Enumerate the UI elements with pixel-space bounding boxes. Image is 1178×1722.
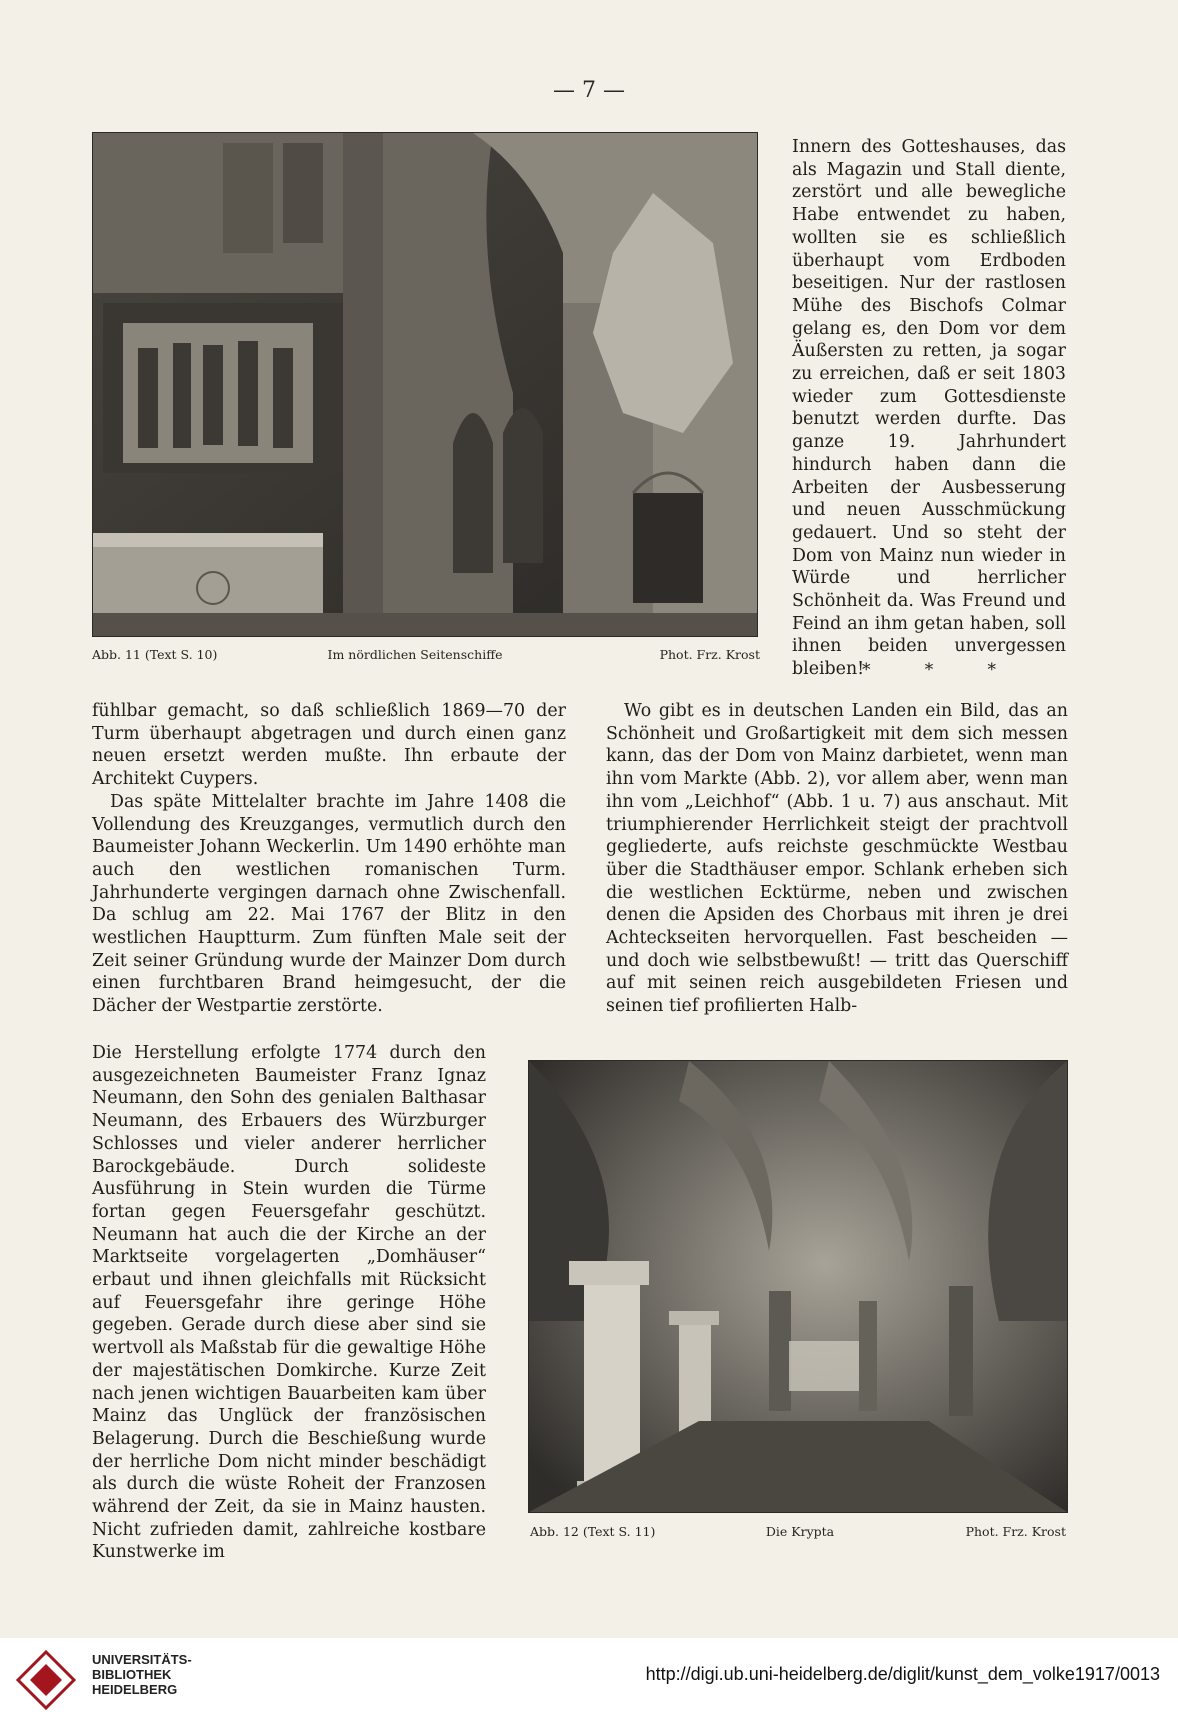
paragraph: Innern des Gotteshauses, das als Magazin und Stall diente, zerstört und alle bewegliche Habe entwendet zu haben, wollten sie es schließlich überhaupt vom Erdboden beseitigen. Nur der rastlosen Mühe des Bischofs Colmar gelang es, den Dom vor dem Äußersten zu retten, ja sogar zu erreichen, daß er seit 1803 wieder zum Gottesdienste benutzt werden durfte. Das ganze 19. Jahrhundert hindurch haben dann die Arbeiten der Ausbesserung und neuen Ausschmückung gedauert. Und so steht der Dom von Mainz nun wieder in Würde und herrlicher Schönheit da. Was Freund und Feind an ihm getan haben, soll ihnen beiden unvergessen bleiben! <box>792 137 1066 680</box>
institution-line: HEIDELBERG <box>92 1682 178 1697</box>
institution-name <box>92 1652 192 1697</box>
asterisk: * <box>987 660 996 680</box>
asterisk: * <box>862 660 871 680</box>
figure2-label: Abb. 12 (Text S. 11) <box>530 1524 656 1539</box>
university-seal-icon <box>14 1650 78 1710</box>
source-url[interactable]: http://digi.ub.uni-heidelberg.de/diglit/kunst_dem_volke1917/0013 <box>645 1664 1160 1684</box>
photo-north-aisle <box>92 132 758 637</box>
figure1-title: Im nördlichen Seitenschiffe <box>327 647 503 662</box>
section-divider <box>792 660 1066 680</box>
paragraph: Wo gibt es in deutschen Landen ein Bild, das an Schönheit und Großartigkeit mit dem sich messen kann, das der Dom von Mainz darbietet, wenn man ihn vom Markte (Abb. 2), vor allem aber, wenn man ihn vom „Leichhof“ (Abb. 1 u. 7) aus anschaut. Mit triumphierender Herrlichkeit steigt der prachtvoll gegliederte, aufs reichste geschmückte Westbau über die Stadthäuser empor. Schlank erheben sich die westlichen Ecktürme, neben und zwischen denen die Apsiden des Chorbaus mit ihren je drei Achteckseiten hervorquellen. Fast bescheiden — und doch wie selbstbewußt! — tritt das Querschiff auf mit seinen reich ausgebildeten Friesen und seinen tief profilierten Halb- <box>606 701 1068 1017</box>
figure1-credit: Phot. Frz. Krost <box>659 647 760 662</box>
institution-line: BIBLIOTHEK <box>92 1667 172 1682</box>
paragraph: Das späte Mittelalter brachte im Jahre 1408 die Vollendung des Kreuzganges, vermutlich durch den Baumeister Johann Weckerlin. Um 1490 erhöhte man auch den westlichen romanischen Turm. Jahrhunderte vergingen darnach ohne Zwischenfall. Da schlug am 22. Mai 1767 der Blitz in den westlichen Hauptturm. Zum fünften Male seit der Zeit seiner Gründung wurde der Mainzer Dom durch einen furchtbaren Brand heimgesucht, der die Dächer der Westpartie zerstörte. <box>92 791 566 1017</box>
text-left-continued <box>92 1042 486 1564</box>
asterisk: * <box>924 660 934 680</box>
text-right-top <box>792 136 1066 681</box>
paragraph: fühlbar gemacht, so daß schließlich 1869—70 der Turm überhaupt abgetragen und durch einen ganz neuen ersetzt werden mußte. Ihn erbaute der Architekt Cuypers. <box>92 701 566 790</box>
figure1-label: Abb. 11 (Text S. 10) <box>92 647 218 662</box>
footer-bar <box>0 1638 1178 1722</box>
photo-crypt <box>528 1060 1068 1513</box>
figure2-title: Die Krypta <box>765 1524 835 1539</box>
figure2-credit: Phot. Frz. Krost <box>965 1524 1066 1539</box>
page-number: — 7 — <box>553 78 625 103</box>
institution-line: UNIVERSITÄTS- <box>92 1652 192 1667</box>
text-right-middle <box>606 700 1068 1018</box>
paragraph: Die Herstellung erfolgte 1774 durch den ausgezeichneten Baumeister Franz Ignaz Neumann, den Sohn des genialen Balthasar Neumann, des Erbauers des Würzburger Schlosses und vieler anderer herrlicher Barockgebäude. Durch solideste Ausführung in Stein wurden die Türme fortan gegen Feuersgefahr geschützt. Neumann hat auch die der Kirche an der Marktseite vorgelagerten „Domhäuser“ erbaut und ihnen gleichfalls mit Rücksicht auf Feuersgefahr ihre geringe Höhe gegeben. Gerade durch diese aber sind sie wertvoll als Maßstab für die gewaltige Höhe der majestätischen Domkirche. Kurze Zeit nach jenen wichtigen Bauarbeiten kam über Mainz das Unglück der französischen Belagerung. Durch die Beschießung wurde der herrliche Dom nicht minder beschädigt als durch die wüste Roheit der Franzosen während der Zeit, da sie in Mainz hausten. Nicht zufrieden damit, zahlreiche kostbare Kunstwerke im <box>92 1043 486 1563</box>
text-left-column <box>92 700 566 1018</box>
